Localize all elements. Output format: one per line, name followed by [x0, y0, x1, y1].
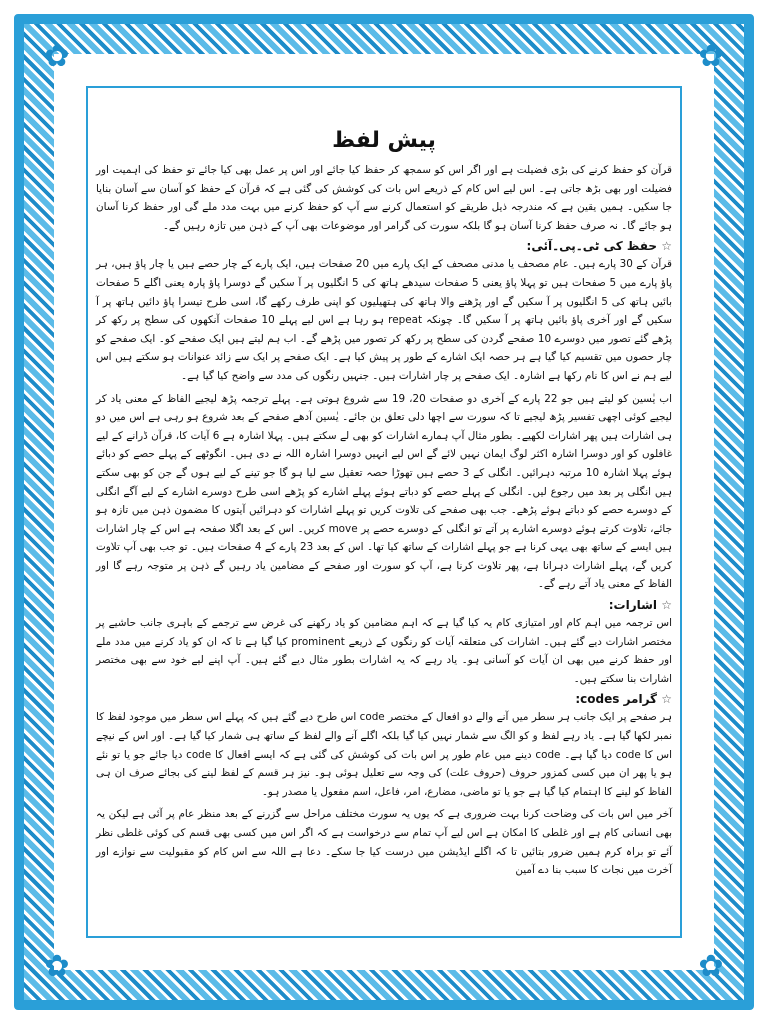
star-icon: ☆ — [661, 598, 672, 613]
closing-paragraph: آخر میں اس بات کی وضاحت کرنا بہت ضروری ہے کہ یوں یہ سورت مختلف مراحل سے گزرنے کے بعد منظر عام پر آئی ہے لیکن یہ بھی انسانی کام ہے اور غلطی کا امکان ہے اس لیے آپ تمام سے درخواست ہے کہ اگر اس میں کسی بھی قسم کی کوئی غلطی نظر آئے تو براہ کرم ہمیں ضرور بتائیں تا کہ اگلے ایڈیشن میں درست کیا جا سکے۔ دعا ہے اللہ سے اس کام کو مقبولیت سے نوازے اور آخرت میں نجات کا سبب بنا دے آمین — [96, 808, 672, 877]
star-icon: ☆ — [661, 692, 672, 707]
page-title: پیش لفظ — [332, 128, 436, 153]
document-body — [96, 128, 672, 884]
section-heading-text: گرامر codes: — [575, 692, 658, 707]
intro-paragraph: قرآن کو حفظ کرنے کی بڑی فضیلت ہے اور اگر اس کو سمجھ کر حفظ کیا جائے اور اس پر عمل بھی کیا جائے تو حفظ کی اہمیت اور فضیلت اور بھی بڑھ جاتی ہے۔ اس لیے اس کام کے ذریعے اس بات کی کوشش کی گئی ہے کہ قرآن کے حفظ کو آسان سے آسان بنایا جا سکیں۔ ہمیں یقین ہے کہ مندرجہ ذیل طریقے کو استعمال کرنے سے آپ کو حفظ کرنے میں بہت مدد ملے گی اور حفظ کرنا آسان ہو جائے گا۔ نہ صرف حفظ کرنا آسان ہو گا بلکہ سورت کی گرامر اور موضوعات بھی آپ کے ذہن میں تازہ رہیں گے۔ — [96, 164, 672, 232]
hifz-paragraph-1: قرآن کے 30 پارے ہیں۔ عام مصحف یا مدنی مصحف کے ایک پارے میں 20 صفحات ہیں، ایک پارے کے چار حصے ہیں یا چار پاؤ ہیں، ہر پاؤ پارے میں 5 صفحات ہیں تو پہلا پاؤ یعنی 5 صفحات سیدھے ہاتھ کی 5 انگلیوں پر آ سکیں گے دوسرا پاؤ پارہ یعنی اگلے 5 صفحات بائیں ہاتھ کی 5 انگلیوں پر آ سکیں گے اور پڑھنے والا ہاتھ کی ہتھیلیوں کو اپنی طرف رکھے گا، اسی طرح تیسرا پاؤ دائیں ہاتھ پر آ سکیں گے اور آخری پاؤ بائیں ہاتھ پر آ سکیں گا۔ چونکہ repeat ہو رہا ہے اس لیے پہلے 10 صفحات آنکھوں کی سطح پر رکھ کر پڑھے گئے تصور میں دوسرے 10 صفحے گردن کی سطح پر رکھ کر تصور میں پڑھے گے۔ اب ہم لیتے ہیں ایک صفحے کو۔ ایک صفحے کو چار حصوں میں تقسیم کیا گیا ہے ہر حصہ ایک اشارے کے طور پر پیش کیا ہے۔ ایک صفحے پر ایک سے زائد عنوانات ہو سکتے ہیں اس لیے ہم نے اس کا نام رکھا ہے اشارہ۔ ایک صفحے پر چار اشارات ہیں۔ جنہیں رنگوں کی مدد سے واضح کیا گیا ہے۔ — [96, 258, 673, 382]
isharat-paragraph: اس ترجمہ میں اہم کام اور امتیازی کام یہ کیا گیا ہے کہ اہم مضامین کو یاد رکھنے کی غرض سے ترجمے کے باہری جانب حاشیے پر مختصر اشارات دیے گئے ہیں۔ اشارات کی متعلقہ آیات کو رنگوں کے ذریعے prominent کیا گیا ہے تا کہ ان کو یاد کرنے میں مدد ملے اور حفظ کرنے میں بھی ان آیات کو آسانی ہو۔ یاد رہے کہ یہ اشارات بطور مثال دیے گئے ہیں۔ آپ اپنے لیے خود سے بھی مختصر اشارات بنا سکتے ہیں۔ — [96, 617, 672, 685]
section-heading-text: حفظ کی ٹی۔پی۔آئی: — [526, 239, 658, 254]
section-heading-isharat — [96, 598, 672, 612]
corner-flower-icon: ✿ — [44, 39, 70, 74]
corner-flower-icon: ✿ — [44, 949, 70, 984]
star-icon: ☆ — [661, 239, 672, 254]
hifz-paragraph-2: اب یٰسین کو لیتے ہیں جو 22 پارے کے آخری دو صفحات 20، 19 سے شروع ہوتی ہے۔ پہلے ترجمہ پڑھ لیجیے الفاظ کے معنی یاد کر لیجیے کوئی اچھی تفسیر پڑھ لیجیے تا کہ سورت سے اچھا دلی تعلق بن جائے۔ یٰسین آدھے صفحے کے بعد شروع ہو رہی ہے اس میں دو ہی اشارات ہیں پھر اشارات لکھیے۔ بطور مثال آپ ہمارے اشارات کو بھی لے سکتے ہیں۔ پہلا اشارہ ہے 6 آیات کا، قرآن ڈرانے کے لیے غافلوں کو اور دوسرا اشارہ اکثر لوگ ایمان نہیں لائے گے اس لیے انہیں دوسرا اشارہ اللہ نے دی ہیں۔ انگوٹھے کے پہلے حصے کو دبائے ہوئے پہلا اشارہ 10 مرتبہ دہرائیں۔ انگلی کے 3 حصے ہیں تھوڑا حصہ تعقیل سے لیا ہو گا جو تینے کے لیے ہوں گے جن کو بھی سکتے ہیں انگلی پر بعد میں رجوع لیں۔ انگلی کے پہلے حصے کو دباتے ہوئے پہلے اشارے کو پڑھے اسی طرح دوسرے اشارے کے لیے آگے انگلی کے دوسرے حصے کو دباتے ہوئے پڑھے۔ جب بھی صفحے کی تلاوت کریں تو پہلے اشارات کو دہرائیں آیتوں کا مضمون ذہن میں تازہ ہو جائے، تلاوت کرتے ہوئے دوسرے اشارے پر آتے تو انگلی کے دوسرے حصے پر move کریں۔ اس کے بعد اگلا صفحہ ہے اس کے چار اشارات ہیں ایسے کے ساتھ بھی یہی کرنا ہے جو پہلے اشارات کے ساتھ کیا تھا۔ اس کے بعد 23 پارے کے 4 صفحات ہیں۔ تو جب بھی آپ تلاوت کریں گے، پہلے اشارات دہرانا ہے، پھر تلاوت کرنا ہے، آپ کو سورت اور صفحے کے مضامین یاد رہیں گے ذہن پر متوجہ رہے گا اور الفاظ کے معنی یاد آتے رہے گے۔ — [96, 392, 673, 591]
section-heading-grammar — [96, 692, 672, 706]
section-heading-hifz — [96, 239, 672, 253]
section-heading-text: اشارات: — [608, 598, 658, 613]
corner-flower-icon: ✿ — [698, 39, 724, 74]
grammar-paragraph: ہر صفحے پر ایک جانب ہر سطر میں آنے والے دو افعال کے مختصر code اس طرح دیے گئے ہیں کہ پہلے اس سطر میں موجود لفظ کا نمبر لکھا گیا ہے۔ یاد رہے لفظ و کو الگ سے شمار نہیں کیا گیا بلکہ اگلے آنے والے لفظ کے ساتھ ہی شمار کیا گیا ہے۔ اور اس کے نیچے اس کا code دیا گیا ہے۔ code دینے میں عام طور پر اس بات کی کوشش کی گئی ہے کہ ایسے افعال کا code دیا جائے جو یا تو نئے ہو یا پھر ان میں کسی کمزور حروف (حروف علت) کی وجہ سے تعلیل ہوئی ہو۔ نیز ہر قسم کے لفظ لینے کی بجائے صرف ان ہی الفاظ کو لینے کا اہتمام کیا گیا ہے جو یا تو ماضی، مضارع، امر، فاعل، اسم مفعول یا مصدر ہو۔ — [96, 711, 673, 798]
corner-flower-icon: ✿ — [698, 949, 724, 984]
